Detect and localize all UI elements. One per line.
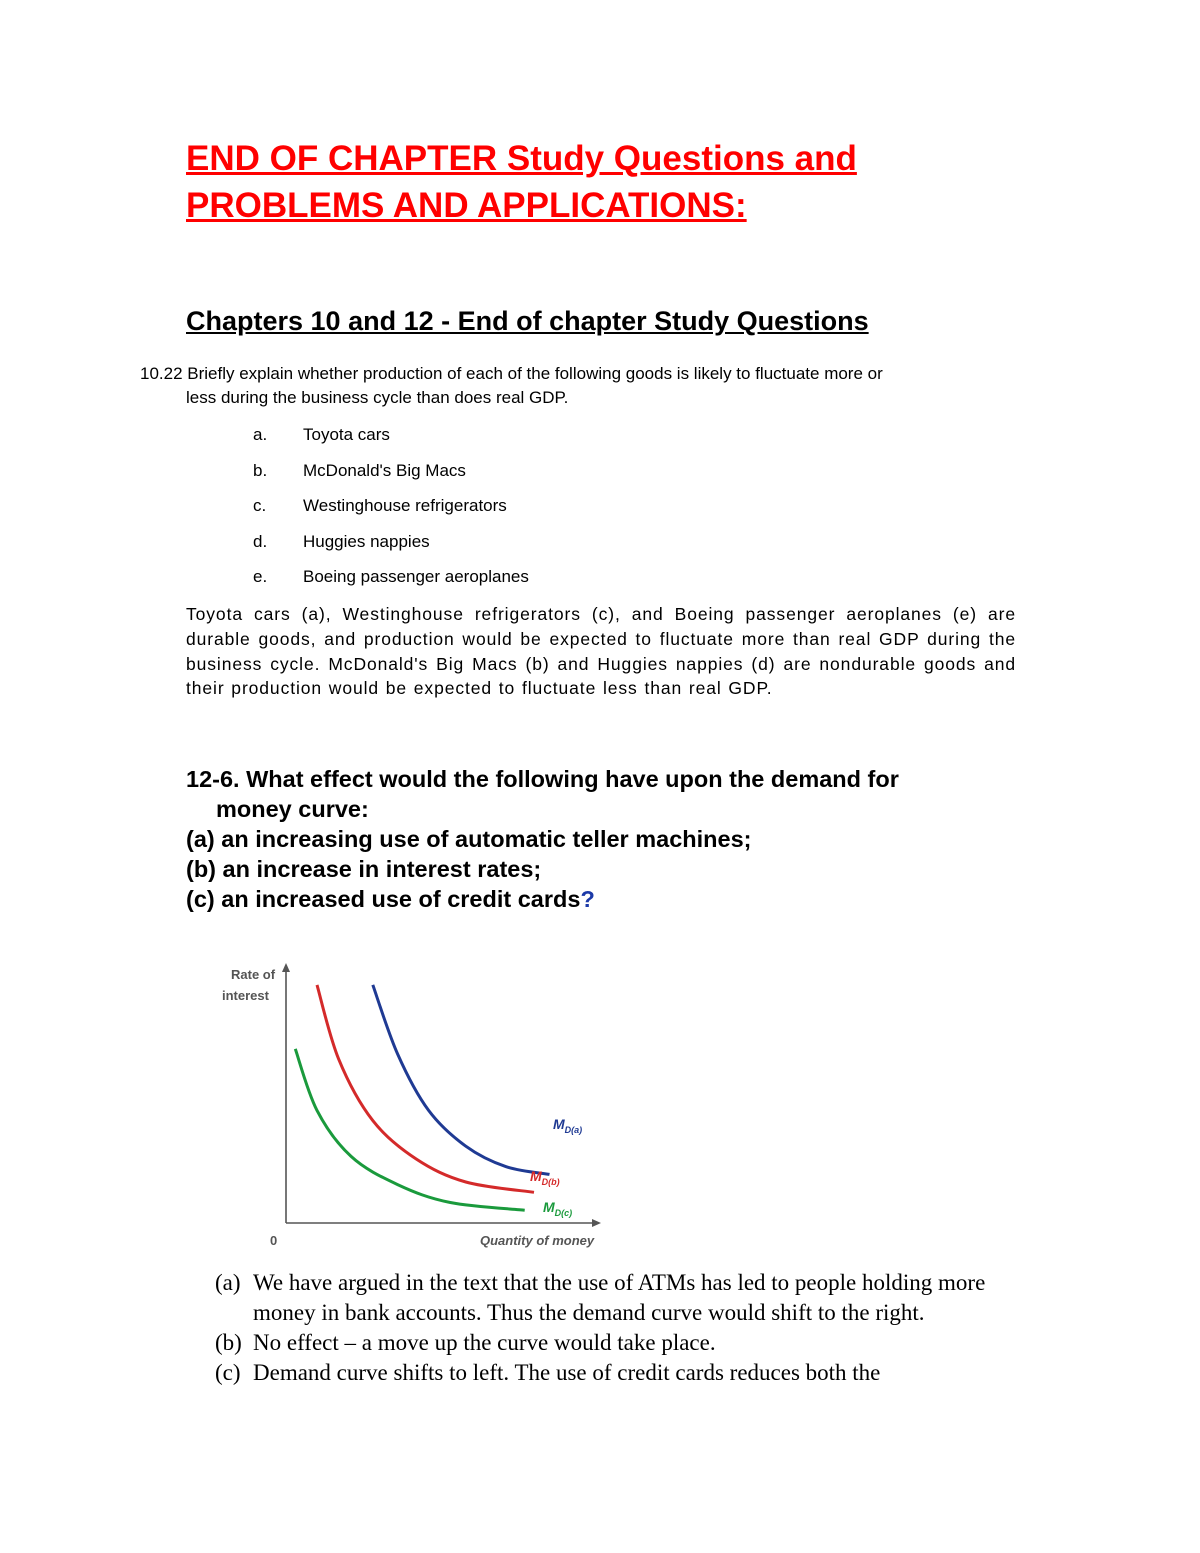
question-12-6 [186,764,1066,914]
answer-item [215,1358,1005,1388]
answers-12-6 [215,1268,1005,1388]
section-heading: Chapters 10 and 12 - End of chapter Study Questions [186,306,869,336]
curve-label-main: M [543,1199,555,1215]
list-item-label: Huggies nappies [303,531,430,551]
list-item-letter: d. [253,531,268,551]
question-line-5 [186,884,1066,914]
curve-label-main: M [530,1168,542,1184]
list-item-label: Boeing passenger aeroplanes [303,567,529,586]
curve-label-main: M [553,1116,565,1132]
y-axis-label-line-2: interest [222,988,269,1003]
goods-list [253,421,529,599]
question-number: 10.22 [140,364,183,383]
y-axis-arrow-icon [282,963,290,972]
answer-label: (c) [215,1360,241,1385]
question-line-3: (a) an increasing use of automatic teller machines; [186,826,752,852]
list-item [253,563,529,599]
answer-item [215,1328,1005,1358]
x-axis-label: Quantity of money [480,1233,595,1248]
list-item [253,492,529,528]
list-item-label: Toyota cars [303,425,390,444]
origin-label: 0 [270,1233,278,1248]
list-item-letter: e. [253,567,268,586]
answer-label: (a) [215,1270,241,1295]
question-line-1: 12-6. What effect would the following have upon the demand for [186,766,899,792]
title-line-2: PROBLEMS AND APPLICATIONS: [186,186,747,225]
list-item-letter: b. [253,460,268,480]
list-item [253,528,529,564]
list-item-letter: c. [253,496,267,515]
curve-label-sub: D(c) [554,1208,573,1218]
curve-label-md-c [543,1199,572,1218]
question-10-22 [140,362,1030,410]
x-axis-arrow-icon [592,1219,601,1227]
y-axis-label-line-1: Rate of [231,967,276,982]
answer-text: No effect – a move up the curve would take place. [253,1330,716,1355]
question-mark: ? [580,886,595,912]
answer-text: We have argued in the text that the use of ATMs has led to people holding more money in bank accounts. Thus the demand curve would shift to the right. [253,1270,986,1325]
list-item-label: McDonald's Big Macs [303,460,466,480]
answer-label: (b) [215,1330,242,1355]
title-line-1: END OF CHAPTER Study Questions and [186,139,857,178]
answer-10-22: Toyota cars (a), Westinghouse refrigerators (c), and Boeing passenger aeroplanes (e) are durable goods, and production would be expected to fluctuate more than real GDP during the business cycle. McDonald's Big Macs (b) and Huggies nappies (d) are nondurable goods and their production would be expected to fluctuate less than real GDP. [186,604,1016,699]
curve-label-md-b [530,1168,560,1187]
list-item-label: Westinghouse refrigerators [303,496,507,515]
curve-label-sub: D(b) [541,1177,560,1187]
list-item [253,421,529,457]
curve-md-b [317,985,534,1192]
question-line-4: (b) an increase in interest rates; [186,856,542,882]
list-item [253,457,529,493]
document-title [186,135,1086,229]
curve-label-md-a [553,1116,582,1135]
question-text-line-1: Briefly explain whether production of each of the following goods is likely to fluctuate more or [182,364,883,383]
curve-label-sub: D(a) [564,1125,583,1135]
question-text-line-2: less during the business cycle than does real GDP. [186,388,569,407]
question-line-5-text: (c) an increased use of credit cards [186,886,581,912]
answer-text: Demand curve shifts to left. The use of credit cards reduces both the [253,1360,881,1385]
money-demand-chart [200,955,620,1255]
list-item-letter: a. [253,425,268,444]
question-line-2: money curve: [216,796,369,822]
answer-item [215,1268,1005,1328]
